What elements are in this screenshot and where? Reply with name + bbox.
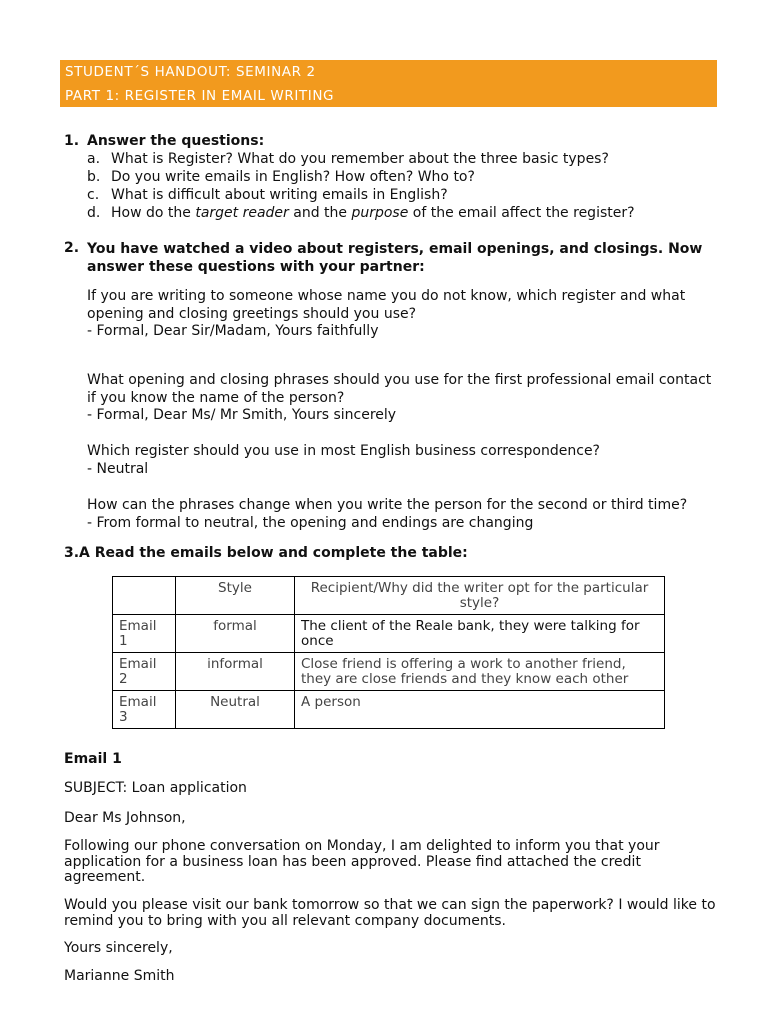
table-cell: formal xyxy=(176,615,295,653)
table-header-cell: Style xyxy=(176,577,295,615)
item-text: Do you write emails in English? How often? Who to? xyxy=(111,169,475,185)
table-cell: Email 3 xyxy=(113,691,176,729)
qa-block-1 xyxy=(87,288,712,341)
table-row xyxy=(113,615,665,653)
section-2-number: 2. xyxy=(64,240,80,256)
part-title: PART 1: REGISTER IN EMAIL WRITING xyxy=(65,88,335,104)
table-header-cell xyxy=(113,577,176,615)
email-greeting: Dear Ms Johnson, xyxy=(64,810,186,826)
qa-block-4 xyxy=(87,497,712,532)
table-cell: Email 2 xyxy=(113,653,176,691)
table-cell: The client of the Reale bank, they were talking for once xyxy=(295,615,665,653)
table-header-row xyxy=(113,577,665,615)
qa-block-3 xyxy=(87,443,712,478)
section-1-number: 1. xyxy=(64,133,80,149)
question-text: Which register should you use in most English business correspondence? xyxy=(87,443,600,459)
item-letter: b. xyxy=(87,169,101,185)
question-text: If you are writing to someone whose name you do not know, which register and what opening and closing greetings should you use? xyxy=(87,288,686,322)
item-letter: c. xyxy=(87,187,100,203)
email-paragraph: Following our phone conversation on Monday, I am delighted to inform you that your application for a business loan has been approved. Please find attached the credit agreement. xyxy=(64,838,660,885)
item-text: What is difficult about writing emails in English? xyxy=(111,187,448,203)
answer-text: - Neutral xyxy=(87,460,149,477)
question-text: How can the phrases change when you write the person for the second or third time? xyxy=(87,497,688,513)
email-closing: Yours sincerely, xyxy=(64,940,173,956)
answer-text: - From formal to neutral, the opening and endings are changing xyxy=(87,514,534,531)
table-header-cell: Recipient/Why did the writer opt for the particular style? xyxy=(295,577,665,615)
table-row xyxy=(113,653,665,691)
email-style-table xyxy=(112,576,665,729)
item-text: How do the target reader and the purpose of the email affect the register? xyxy=(111,205,635,221)
header-banner xyxy=(60,60,717,107)
table-cell: Neutral xyxy=(176,691,295,729)
email-subject: SUBJECT: Loan application xyxy=(64,780,247,796)
section-1-title: Answer the questions: xyxy=(87,133,265,149)
table-cell: informal xyxy=(176,653,295,691)
handout-title: STUDENT´S HANDOUT: SEMINAR 2 xyxy=(65,64,316,80)
email-signature: Marianne Smith xyxy=(64,968,175,984)
item-text: What is Register? What do you remember about the three basic types? xyxy=(111,151,609,167)
email-paragraph: Would you please visit our bank tomorrow so that we can sign the paperwork? I would like to remind you to bring with you all relevant company documents. xyxy=(64,897,716,929)
answer-text: - Formal, Dear Ms/ Mr Smith, Yours sincerely xyxy=(87,407,397,423)
table-cell: A person xyxy=(295,691,665,729)
section-2-heading: You have watched a video about registers, email openings, and closings. Now answer these questions with your partner: xyxy=(87,241,703,275)
item-letter: d. xyxy=(87,205,101,221)
table-cell: Close friend is offering a work to another friend, they are close friends and they know each other xyxy=(295,653,665,691)
section-3-heading: 3.A Read the emails below and complete the table: xyxy=(64,545,468,561)
answer-text: - Formal, Dear Sir/Madam, Yours faithfully xyxy=(87,323,379,339)
email-1-title: Email 1 xyxy=(64,751,122,767)
table-row xyxy=(113,691,665,729)
qa-block-2 xyxy=(87,372,712,425)
item-letter: a. xyxy=(87,151,101,167)
question-text: What opening and closing phrases should you use for the first professional email contact if you know the name of the person? xyxy=(87,372,712,406)
table-cell: Email 1 xyxy=(113,615,176,653)
